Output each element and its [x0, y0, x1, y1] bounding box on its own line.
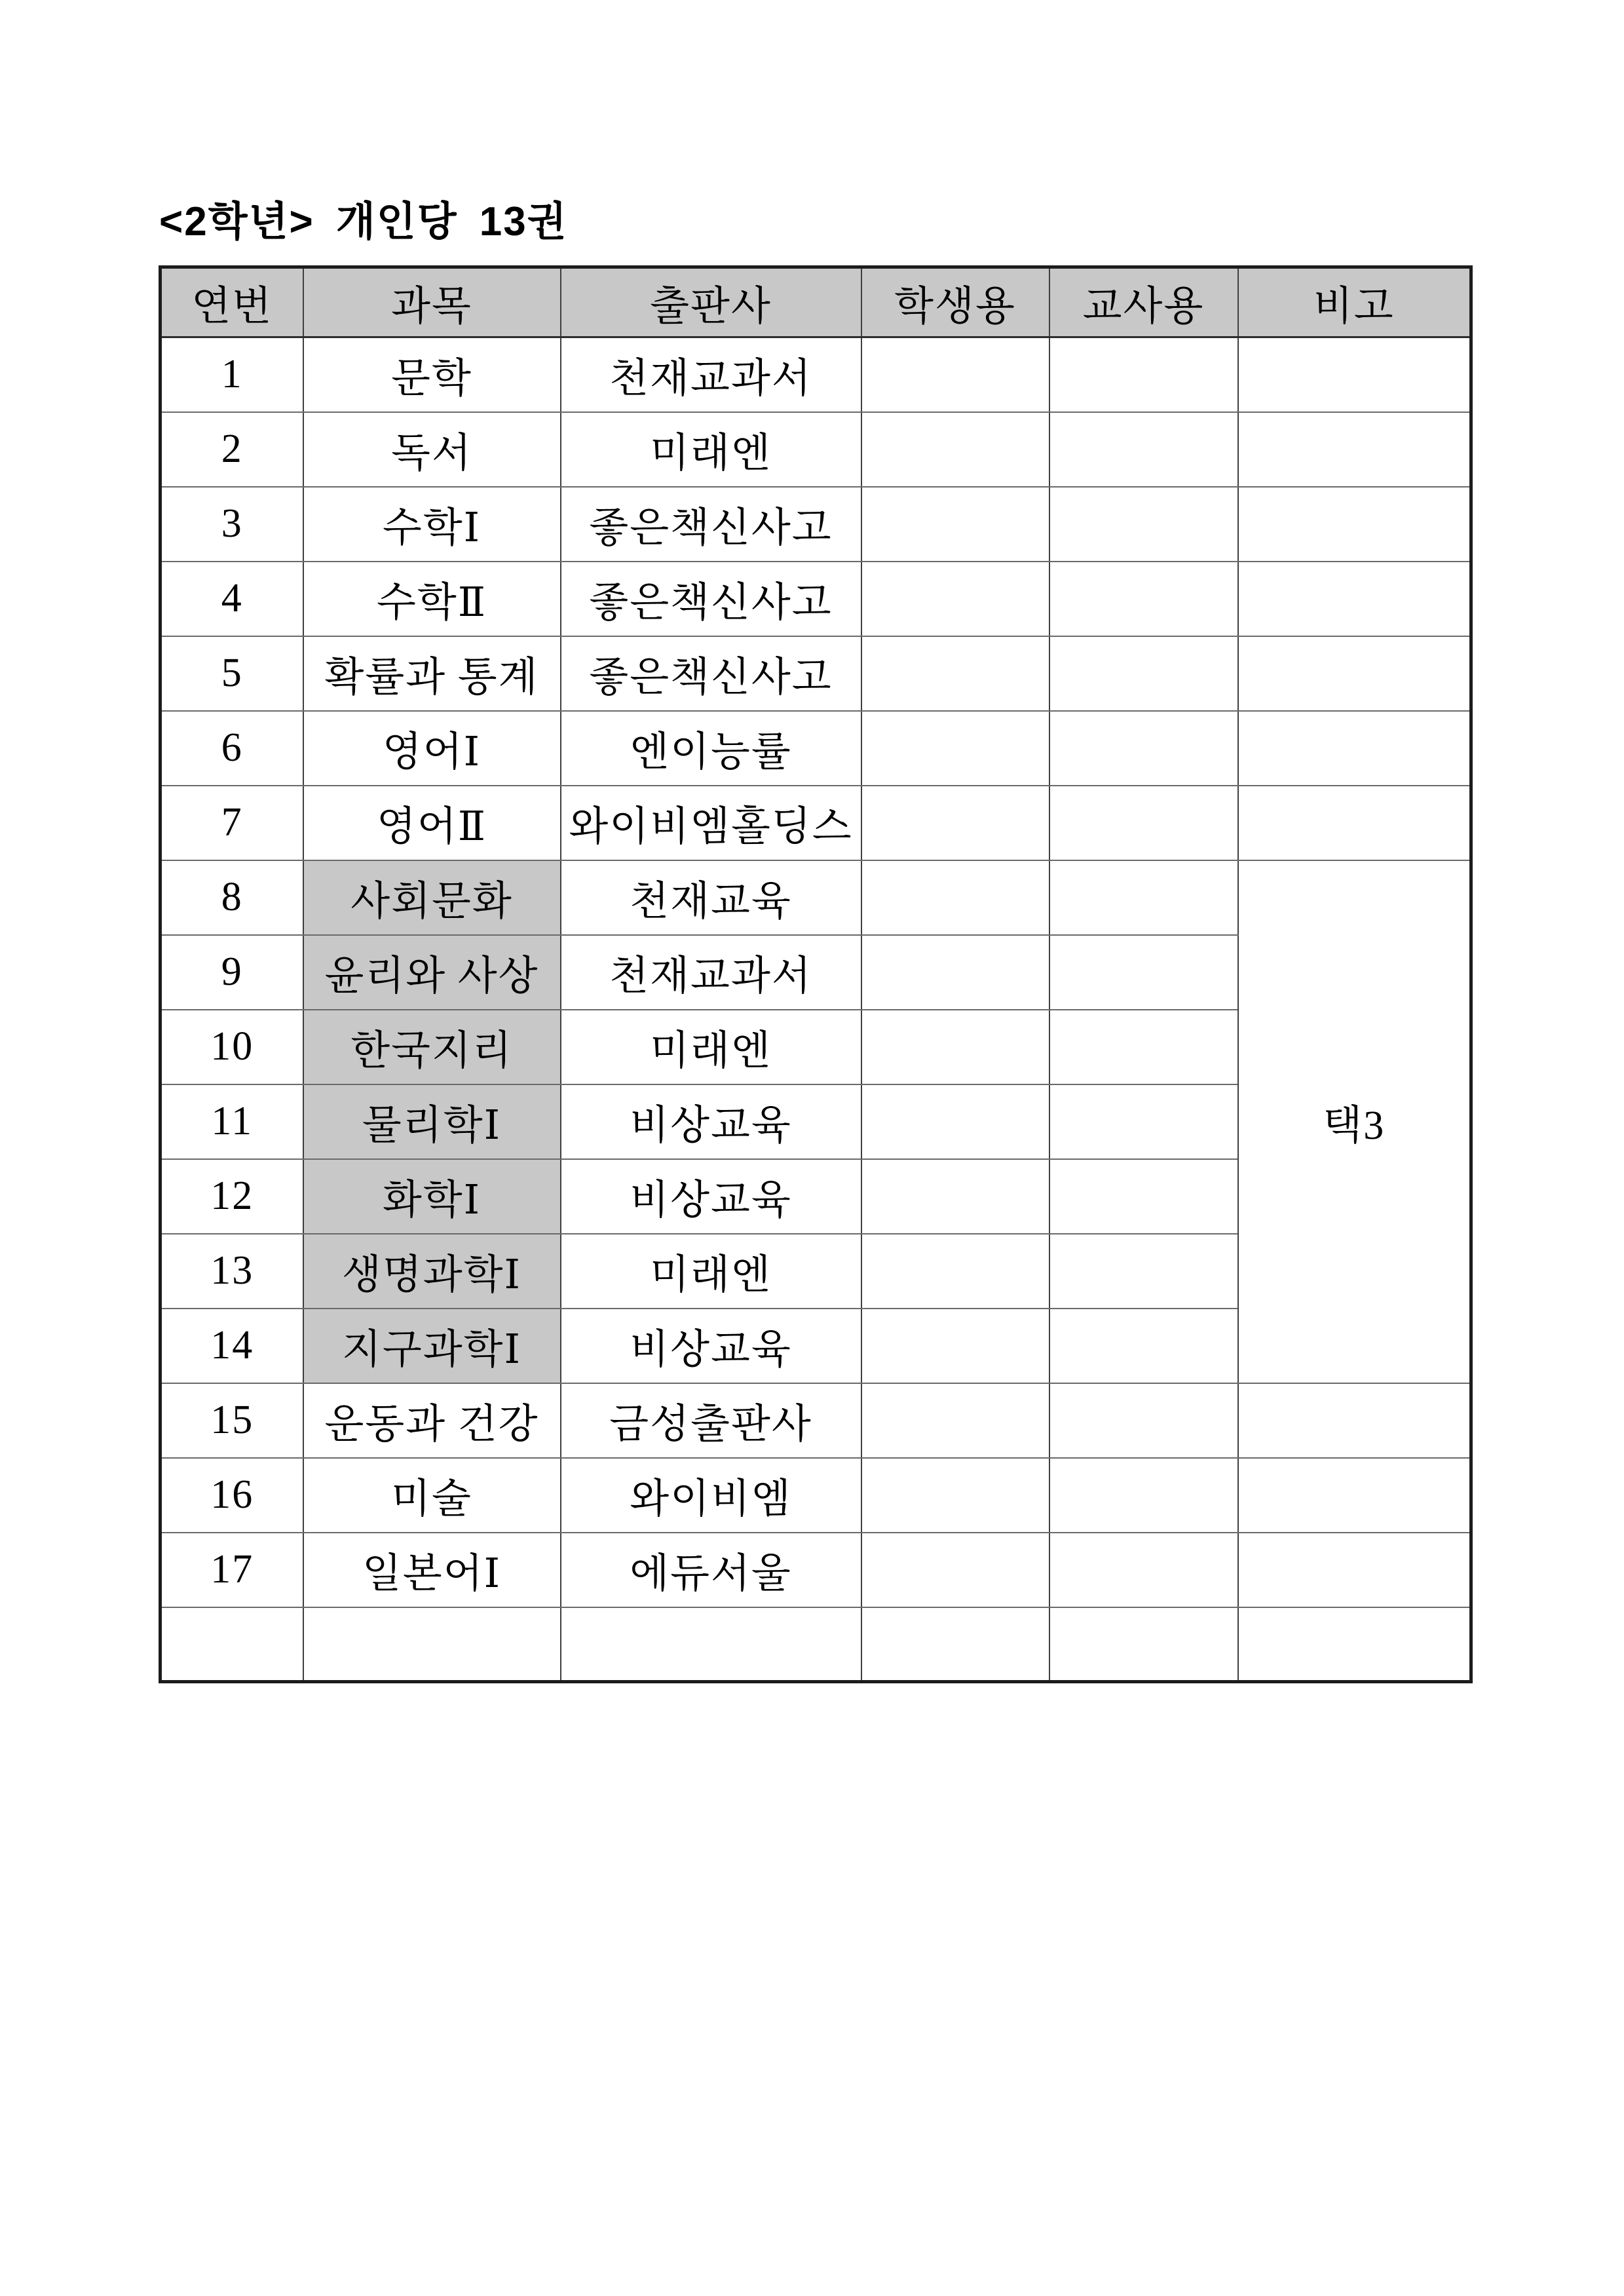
cell-no: 13	[161, 1234, 303, 1309]
cell-no: 6	[161, 711, 303, 786]
cell-subject: 수학Ⅰ	[303, 487, 561, 562]
cell-teacher	[1049, 786, 1238, 860]
cell-subject: 지구과학Ⅰ	[303, 1309, 561, 1383]
cell-teacher	[1049, 1309, 1238, 1383]
table-row	[161, 337, 1471, 412]
table-row	[161, 1458, 1471, 1533]
cell-publisher: 천재교과서	[561, 935, 861, 1010]
cell-publisher: 좋은책신사고	[561, 636, 861, 711]
cell-subject: 물리학Ⅰ	[303, 1084, 561, 1159]
cell-no: 15	[161, 1383, 303, 1458]
cell-teacher	[1049, 1533, 1238, 1607]
cell-publisher: 비상교육	[561, 1159, 861, 1234]
cell-publisher: 좋은책신사고	[561, 487, 861, 562]
cell-student	[861, 1309, 1049, 1383]
cell-student	[861, 860, 1049, 935]
table-row	[161, 860, 1471, 935]
cell-teacher	[1049, 636, 1238, 711]
cell-student	[861, 636, 1049, 711]
table-row-empty	[161, 1607, 1471, 1682]
table-row	[161, 412, 1471, 487]
cell-no: 5	[161, 636, 303, 711]
cell-teacher	[1049, 1010, 1238, 1084]
table-row	[161, 1533, 1471, 1607]
cell-student	[861, 1533, 1049, 1607]
cell-teacher	[1049, 860, 1238, 935]
cell-no	[161, 1607, 303, 1682]
cell-publisher: 미래엔	[561, 1010, 861, 1084]
cell-teacher	[1049, 1084, 1238, 1159]
cell-note	[1238, 412, 1471, 487]
cell-teacher	[1049, 1383, 1238, 1458]
cell-student	[861, 337, 1049, 412]
cell-publisher: 미래엔	[561, 412, 861, 487]
cell-subject: 사회문화	[303, 860, 561, 935]
cell-student	[861, 1084, 1049, 1159]
cell-subject: 생명과학Ⅰ	[303, 1234, 561, 1309]
cell-subject: 일본어Ⅰ	[303, 1533, 561, 1607]
cell-student	[861, 487, 1049, 562]
cell-teacher	[1049, 935, 1238, 1010]
note-merged-cell: 택3	[1238, 860, 1471, 1383]
cell-student	[861, 1159, 1049, 1234]
cell-teacher	[1049, 711, 1238, 786]
cell-teacher	[1049, 1607, 1238, 1682]
textbook-table	[159, 265, 1473, 1683]
cell-publisher: 천재교과서	[561, 337, 861, 412]
cell-no: 7	[161, 786, 303, 860]
cell-subject: 미술	[303, 1458, 561, 1533]
cell-note	[1238, 562, 1471, 636]
cell-note	[1238, 786, 1471, 860]
table-row	[161, 711, 1471, 786]
table-row	[161, 1383, 1471, 1458]
cell-student	[861, 1607, 1049, 1682]
cell-note	[1238, 1458, 1471, 1533]
cell-subject: 독서	[303, 412, 561, 487]
cell-no: 12	[161, 1159, 303, 1234]
cell-note	[1238, 337, 1471, 412]
cell-student	[861, 412, 1049, 487]
cell-student	[861, 562, 1049, 636]
table-row	[161, 562, 1471, 636]
cell-no: 16	[161, 1458, 303, 1533]
cell-teacher	[1049, 1458, 1238, 1533]
cell-subject: 화학Ⅰ	[303, 1159, 561, 1234]
cell-teacher	[1049, 562, 1238, 636]
cell-publisher: 엔이능률	[561, 711, 861, 786]
cell-no: 2	[161, 412, 303, 487]
column-header-teacher: 교사용	[1049, 267, 1238, 337]
cell-publisher	[561, 1607, 861, 1682]
cell-student	[861, 1383, 1049, 1458]
column-header-no: 연번	[161, 267, 303, 337]
cell-subject: 운동과 건강	[303, 1383, 561, 1458]
cell-subject	[303, 1607, 561, 1682]
cell-note	[1238, 1607, 1471, 1682]
header-row	[161, 267, 1471, 337]
cell-subject: 문학	[303, 337, 561, 412]
cell-student	[861, 935, 1049, 1010]
cell-subject: 확률과 통계	[303, 636, 561, 711]
cell-student	[861, 1234, 1049, 1309]
cell-publisher: 좋은책신사고	[561, 562, 861, 636]
cell-no: 1	[161, 337, 303, 412]
cell-student	[861, 1458, 1049, 1533]
cell-no: 9	[161, 935, 303, 1010]
cell-no: 3	[161, 487, 303, 562]
cell-student	[861, 1010, 1049, 1084]
column-header-subject: 과목	[303, 267, 561, 337]
cell-teacher	[1049, 337, 1238, 412]
table-row	[161, 786, 1471, 860]
cell-subject: 한국지리	[303, 1010, 561, 1084]
cell-note	[1238, 487, 1471, 562]
column-header-publisher: 출판사	[561, 267, 861, 337]
cell-no: 17	[161, 1533, 303, 1607]
cell-teacher	[1049, 487, 1238, 562]
cell-no: 8	[161, 860, 303, 935]
column-header-note: 비고	[1238, 267, 1471, 337]
cell-note	[1238, 711, 1471, 786]
cell-note	[1238, 1533, 1471, 1607]
cell-teacher	[1049, 1234, 1238, 1309]
cell-no: 11	[161, 1084, 303, 1159]
cell-publisher: 비상교육	[561, 1084, 861, 1159]
cell-subject: 영어Ⅰ	[303, 711, 561, 786]
table-row	[161, 487, 1471, 562]
cell-student	[861, 711, 1049, 786]
cell-no: 10	[161, 1010, 303, 1084]
cell-publisher: 미래엔	[561, 1234, 861, 1309]
cell-publisher: 금성출판사	[561, 1383, 861, 1458]
cell-publisher: 천재교육	[561, 860, 861, 935]
cell-subject: 수학Ⅱ	[303, 562, 561, 636]
cell-no: 14	[161, 1309, 303, 1383]
cell-publisher: 와이비엠홀딩스	[561, 786, 861, 860]
cell-no: 4	[161, 562, 303, 636]
cell-teacher	[1049, 412, 1238, 487]
cell-publisher: 비상교육	[561, 1309, 861, 1383]
cell-note	[1238, 636, 1471, 711]
cell-note	[1238, 1383, 1471, 1458]
cell-subject: 윤리와 사상	[303, 935, 561, 1010]
cell-teacher	[1049, 1159, 1238, 1234]
column-header-student: 학생용	[861, 267, 1049, 337]
cell-publisher: 에듀서울	[561, 1533, 861, 1607]
cell-publisher: 와이비엠	[561, 1458, 861, 1533]
table-row	[161, 636, 1471, 711]
page-title: <2학년> 개인당 13권	[159, 199, 568, 244]
cell-student	[861, 786, 1049, 860]
cell-subject: 영어Ⅱ	[303, 786, 561, 860]
